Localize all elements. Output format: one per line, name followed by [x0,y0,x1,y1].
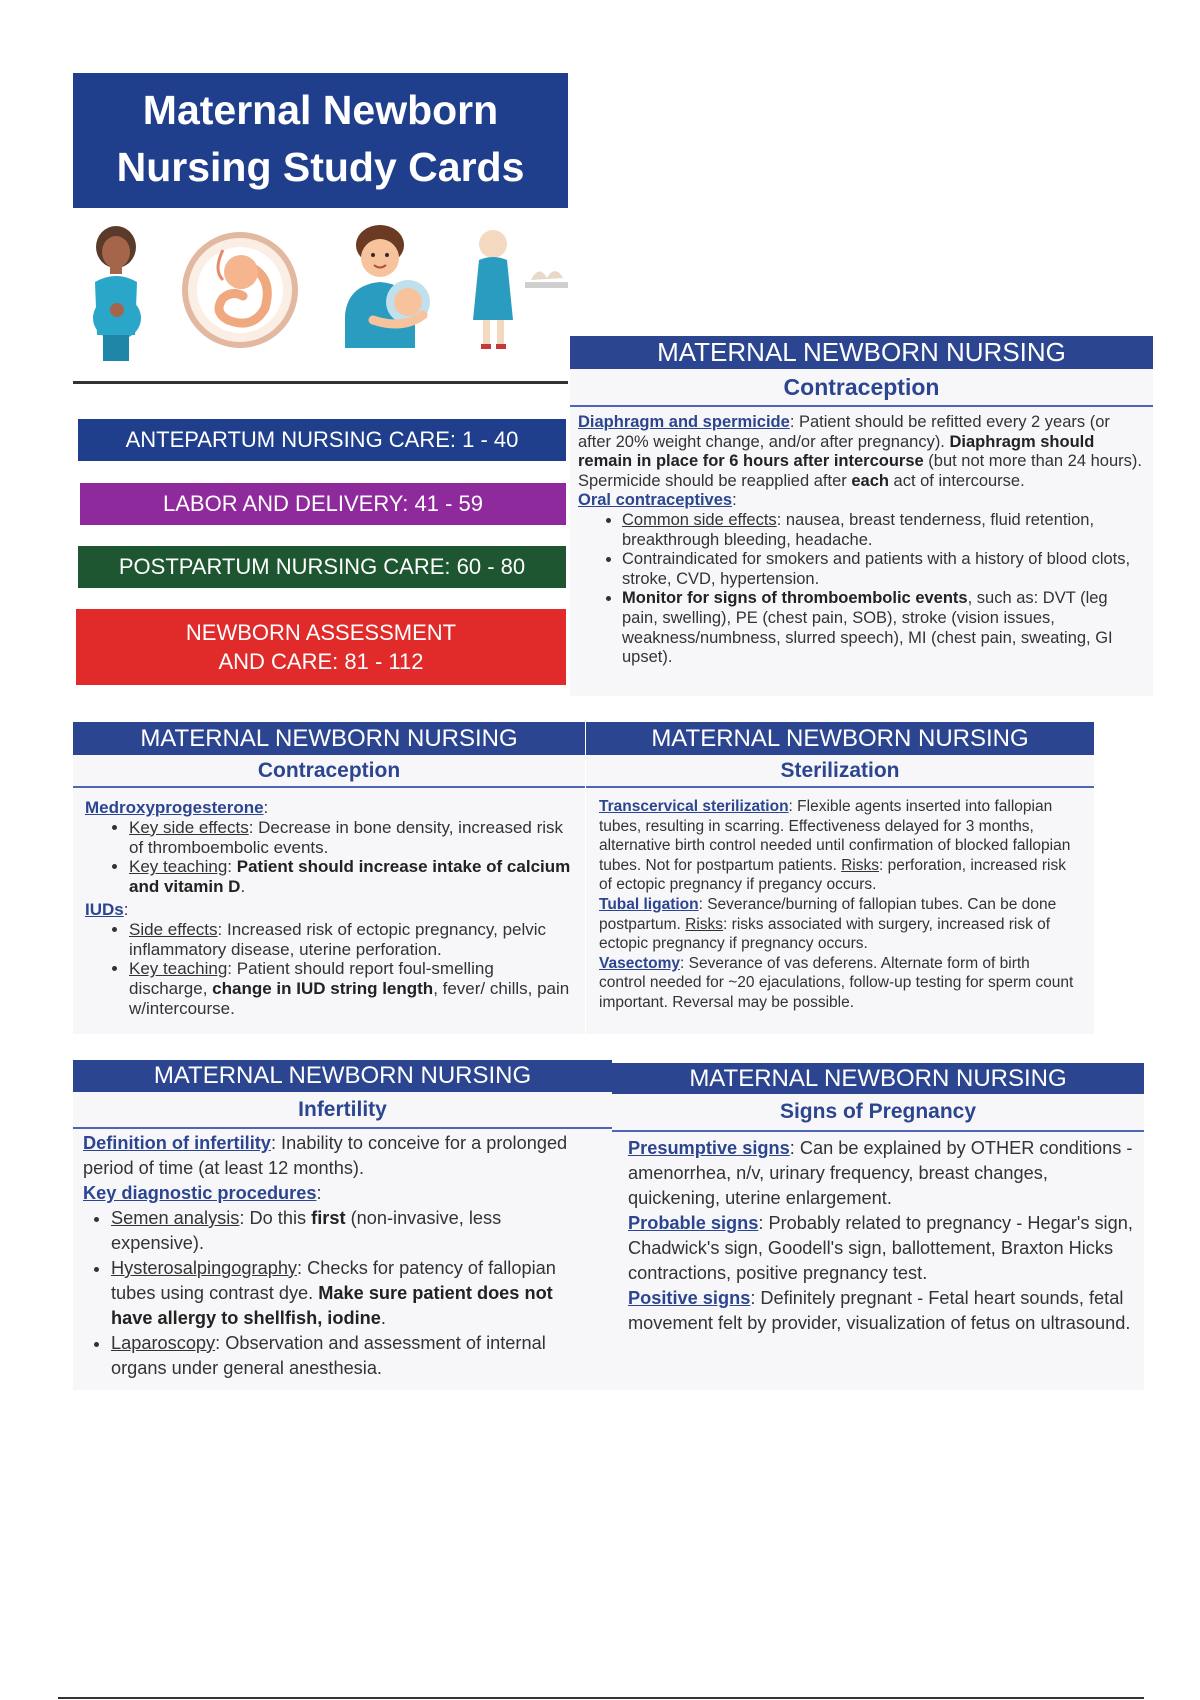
card-subtitle: Infertility [73,1092,612,1129]
child-icon [473,230,568,349]
paragraph-presumptive: Presumptive signs: Can be explained by OTHER conditions - amenorrhea, n/v, urinary frequency, breast changes, quickening, uterine enlargement. [628,1138,1133,1208]
cover-title-line2: Nursing Study Cards [116,144,525,190]
list-item: • Laparoscopy: Observation and assessment of internal organs under general anesthesia. [111,1331,596,1381]
paragraph-transcervical: Transcervical sterilization: Flexible agents inserted into fallopian tubes, resulting in scarring. Effectiveness delayed for 3 months, alternative birth control needed until confirmation of blocked fallopian tubes. Not for postpartum patients. Risks: perforation, increased risk of ectopic pregnancy if pregancy occurs. [599,798,1071,894]
heading-medroxyprogesterone: Medroxyprogesterone: [85,798,269,817]
card-header: MATERNAL NEWBORN NURSING [570,336,1153,369]
term-transcervical: Transcervical sterilization [599,798,789,815]
card-header: MATERNAL NEWBORN NURSING [73,722,585,755]
heading-oral-contraceptives: Oral contraceptives: [578,491,737,510]
list-item: • Semen analysis: Do this first (non-invasive, less expensive). [111,1206,596,1256]
mother-with-baby-icon [345,225,430,348]
cover-title-line1: Maternal Newborn [142,87,499,133]
heading-diagnostic-procedures: Key diagnostic procedures: [83,1183,322,1203]
list-item: • Key side effects: Decrease in bone density, increased risk of thromboembolic events. [129,818,575,858]
section-band-labor: LABOR AND DELIVERY: 41 - 59 [80,483,566,525]
term-positive: Positive signs [628,1288,751,1308]
list-item: • Monitor for signs of thromboembolic events, such as: DVT (leg pain, swelling), PE (chest pain, SOB), stroke (vision issues, weakness/numbness, slurred speech), MI (chest pain, sweating, GI upset). [622,589,1143,667]
card-signs-of-pregnancy [612,1063,1144,1390]
term-iuds: IUDs [85,899,124,919]
card-contraception-medroxy [73,722,585,1034]
list-item: • Common side effects: nausea, breast tenderness, fluid retention, breakthrough bleeding, headache. [622,511,1143,550]
term-medroxyprogesterone: Medroxyprogesterone [85,798,264,817]
card-body [612,1132,1144,1336]
diagnostic-list [83,1206,596,1381]
heading-iuds: IUDs: [85,899,129,919]
cover-illustrations [73,220,568,370]
newborn-band-line1: NEWBORN ASSESSMENT [185,620,457,645]
list-item: • Hysterosalpingography: Checks for patency of fallopian tubes using contrast dye. Make sure patient does not have allergy to shellfish, iodine. [111,1256,596,1331]
term-probable: Probable signs [628,1213,759,1233]
medroxy-list [85,818,575,897]
term-oral-contraceptives: Oral contraceptives [578,491,733,510]
card-body [586,788,1094,1013]
cover-title [73,73,568,208]
section-band-postpartum: POSTPARTUM NURSING CARE: 60 - 80 [78,546,566,588]
term-diagnostic-procedures: Key diagnostic procedures [83,1183,317,1203]
term-definition: Definition of infertility [83,1133,271,1153]
term-diaphragm: Diaphragm and spermicide [578,413,790,431]
iud-list [85,920,575,1019]
card-body [73,788,585,1019]
paragraph-probable: Probable signs: Probably related to pregnancy - Hegar's sign, Chadwick's sign, Goodell's sign, ballottement, Braxton Hicks contractions, positive pregnancy test. [628,1213,1133,1283]
oral-contraceptives-list [578,511,1143,668]
paragraph-tubal-ligation: Tubal ligation: Severance/burning of fallopian tubes. Can be done postpartum. Risks: risks associated with surgery, increased risk of ectopic pregnancy if pregnancy occurs. [599,895,1057,953]
section-band-antepartum: ANTEPARTUM NURSING CARE: 1 - 40 [78,419,566,461]
paragraph-definition: Definition of infertility: Inability to conceive for a prolonged period of time (at least 12 months). [83,1133,568,1178]
card-subtitle: Signs of Pregnancy [612,1094,1144,1132]
card-subtitle: Contraception [570,369,1153,407]
newborn-band-line2: AND CARE: 81 - 112 [218,649,424,674]
list-item: • Side effects: Increased risk of ectopic pregnancy, pelvic inflammatory disease, uterine perforation. [129,920,575,960]
section-band-newborn [76,609,566,685]
card-contraception-diaphragm [570,336,1153,696]
term-vasectomy: Vasectomy [599,954,680,972]
paragraph-diaphragm: Diaphragm and spermicide: Patient should be refitted every 2 years (or after 20% weight change, and/or after pregnancy). Diaphragm should remain in place for 6 hours after intercourse (but not more than 24 hours). Spermicide should be reapplied after each act of intercourse. [578,413,1142,490]
term-tubal-ligation: Tubal ligation [599,895,699,913]
card-subtitle: Contraception [73,755,585,788]
card-infertility [73,1060,612,1390]
cover-divider [73,381,568,384]
list-item: • Key teaching: Patient should increase intake of calcium and vitamin D. [129,857,575,897]
card-header: MATERNAL NEWBORN NURSING [586,722,1094,755]
card-header: MATERNAL NEWBORN NURSING [612,1063,1144,1094]
card-header: MATERNAL NEWBORN NURSING [73,1060,612,1092]
paragraph-positive: Positive signs: Definitely pregnant - Fetal heart sounds, fetal movement felt by provider, visualization of fetus on ultrasound. [628,1288,1131,1333]
term-presumptive: Presumptive signs [628,1138,790,1158]
paragraph-vasectomy: Vasectomy: Severance of vas deferens. Alternate form of birth control needed for ~20 ejaculations, follow-up testing for sperm count important. Reversal may be possible. [599,954,1074,1011]
page-bottom-rule [58,1697,1144,1699]
list-item: • Contraindicated for smokers and patients with a history of blood clots, stroke, CVD, hypertension. [622,550,1143,589]
card-body [570,407,1153,668]
fetus-icon [185,235,295,345]
card-subtitle: Sterilization [586,755,1094,788]
pregnant-woman-icon [93,226,141,361]
list-item: • Key teaching: Patient should report foul-smelling discharge, change in IUD string length, fever/ chills, pain w/intercourse. [129,959,575,1018]
card-body [73,1129,612,1381]
card-sterilization [586,722,1094,1034]
